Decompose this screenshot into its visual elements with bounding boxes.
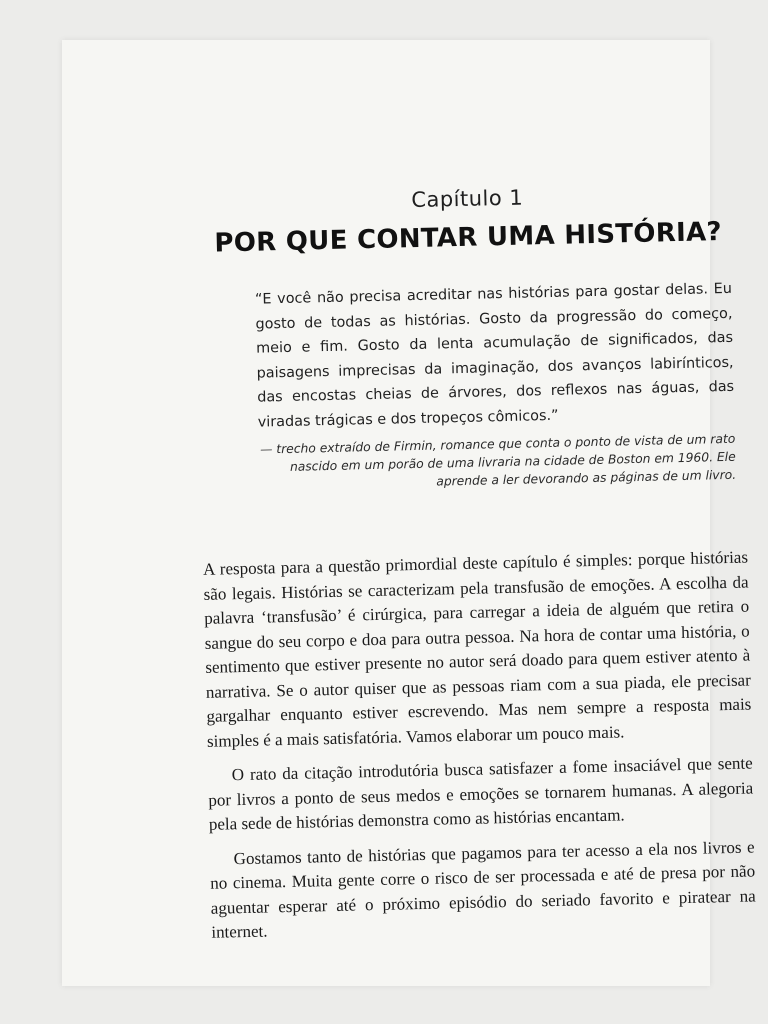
- epigraph-quote: “E você não precisa acreditar nas histórias para gostar delas. Eu gosto de todas as histórias. Gosto da progressão do começo, meio e fim. Gosto da lenta acumulação de significados, das paisagens imprecisas da imaginação, dos avanços labirínticos, das encostas cheias de árvores, dos reflexos nas águas, das viradas trágicas e dos tropeços cômicos.”: [254, 280, 735, 431]
- chapter-title: POR QUE CONTAR UMA HISTÓRIA?: [214, 217, 723, 259]
- epigraph-attribution: — trecho extraído de Firmin, romance que conta o ponto de vista de um rato nascido em um porão de uma livraria na cidade de Boston em 1960. Ele aprende a ler devorando as páginas de um livro.: [259, 431, 737, 489]
- book-page: [62, 40, 756, 986]
- body-paragraph-2: O rato da citação introdutória busca satisfazer a fome insaciável que sente por livros a ponto de seus medos e emoções se tornarem humanas. A alegoria pela sede de histórias demonstra como as histórias encantam.: [208, 753, 754, 834]
- chapter-label: Capítulo 1: [411, 185, 524, 213]
- page-content: [192, 68, 757, 956]
- body-paragraph-3: Gostamos tanto de histórias que pagamos para ter acesso a ela nos livros e no cinema. Muita gente corre o risco de ser processada e até de presa por não aguentar esperar até o próximo episódio do seriado favorito e piratear na internet.: [210, 836, 756, 942]
- body-paragraph-1: A resposta para a questão primordial deste capítulo é simples: porque histórias são legais. Histórias se caracterizam pela transfusão de emoções. A escolha da palavra ‘transfusão’ é cirúrgica, para carregar a ideia de alguém que retira o sangue do seu corpo e doa para outra pessoa. Na hora de contar uma história, o sentimento que estiver presente no autor será doado para quem estiver atento à narrativa. Se o autor quiser que as pessoas riam com a sua piada, ele precisar gargalhar enquanto estiver escrevendo. Mas nem sempre a resposta mais simples é a mais satisfatória. Vamos elaborar um pouco mais.: [202, 547, 752, 751]
- body-text: [203, 546, 757, 946]
